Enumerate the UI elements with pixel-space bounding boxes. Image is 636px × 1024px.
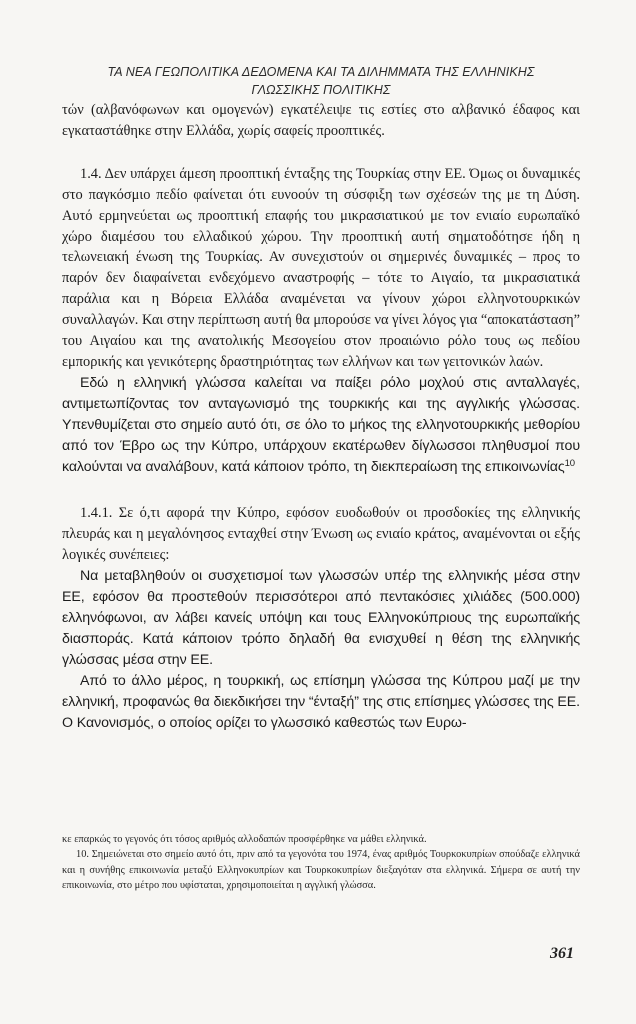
footnote-continuation: κε επαρκώς το γεγονός ότι τόσος αριθμός αλλοδαπών προσφέρθηκε να μάθει ελληνικά. <box>62 834 427 845</box>
page-number: 361 <box>550 945 574 962</box>
footnotes <box>62 832 580 893</box>
paragraph-continuation: τών (αλβανόφωνων και ομογενών) εγκατέλειψε τις εστίες στο αλβανικό έδαφος και εγκαταστάθηκε στην Ελλάδα, χωρίς σαφείς προοπτικές. <box>62 102 580 139</box>
footnote-reference[interactable]: 10 <box>564 457 575 469</box>
paragraph-consequence-1: Να μεταβληθούν οι συσχετισμοί των γλωσσών υπέρ της ελληνικής μέσα στην ΕΕ, εφόσον θα προστεθούν περισσότεροι από πεντακόσιες χιλιάδες (500.000) ελληνόφωνοι, αν λάβει κανείς υπόψη και τους Ελληνοκύπριους της ευρωπαϊκής διασποράς. Κατά κάποιον τρόπο δηλαδή θα ενισχυθεί η θέση της ελληνικής γλώσσας μέσα στην ΕΕ. <box>62 567 580 668</box>
running-head-line-1: ΤΑ ΝΕΑ ΓΕΩΠΟΛΙΤΙΚΑ ΔΕΔΟΜΕΝΑ ΚΑΙ ΤΑ ΔΙΛΗΜΜΑΤΑ ΤΗΣ ΕΛΛΗΝΙΚΗΣ <box>107 65 535 79</box>
paragraph-greek-language-role-text: Εδώ η ελληνική γλώσσα καλείται να παίξει ρόλο μοχλού στις ανταλλαγές, αντιμετωπίζοντας τον ανταγωνισμό της τουρκικής και της αγγλικής γλώσσας. Υπενθυμίζεται στο σημείο αυτό ότι, σε όλο το μήκος της ελληνοτουρκικής μεθορίου από τον Έβρο ως την Κύπρο, υπάρχουν εκατέρωθεν δίγλωσσοι πληθυσμοί που καλούνται να αναλάβουν, κατά κάποιον τρόπο, τη διεκπεραίωση της επικοινωνίας <box>62 374 580 475</box>
running-head <box>62 63 580 99</box>
footnote-10: 10. Σημειώνεται στο σημείο αυτό ότι, πριν από τα γεγονότα του 1974, ένας αριθμός Τουρκοκυπρίων σπούδαζε ελληνικά και η συνήθης επικοινωνία μεταξύ Ελληνοκυπρίων και Τουρκοκυπρίων διεξαγόταν στα ελληνικά. Σήμερα σε αυτή την επικοινωνία, στο μέτρο που υφίσταται, χρησιμοποιείται η αγγλική γλώσσα. <box>62 849 580 891</box>
page-body <box>62 63 580 734</box>
paragraph-consequence-2: Από το άλλο μέρος, η τουρκική, ως επίσημη γλώσσα της Κύπρου μαζί με την ελληνική, προφανώς θα διεκδικήσει την “ένταξή” της στις επίσημες γλώσσες της ΕΕ. Ο Κανονισμός, ο οποίος ορίζει το γλωσσικό καθεστώς των Ευρω- <box>62 672 580 731</box>
paragraph-greek-language-role <box>62 373 580 478</box>
running-head-line-2: ΓΛΩΣΣΙΚΗΣ ΠΟΛΙΤΙΚΗΣ <box>251 83 391 97</box>
paragraph-section-1-4-1: 1.4.1. Σε ό,τι αφορά την Κύπρο, εφόσον ευοδωθούν οι προσδοκίες της ελληνικής πλευράς και η μεγαλόνησος ενταχθεί στην Ένωση ως ενιαίο κράτος, αναμένονται οι εξής λογικές συνέπειες: <box>62 504 580 563</box>
paragraph-section-1-4: 1.4. Δεν υπάρχει άμεση προοπτική ένταξης της Τουρκίας στην ΕΕ. Όμως οι δυναμικές στο παγκόσμιο πεδίο φαίνεται ότι ευνοούν τη σύσφιξη των σχέσεών της με τη Δύση. Αυτό ερμηνεύεται ως προοπτική επαφής του μικρασιατικού με τον ενιαίο ευρωπαϊκό χώρο διαμέσου του ελλαδικού χώρου. Την προοπτική αυτή σηματοδότησε ήδη η τελωνειακή ένωση της Τουρκίας. Αν συνεχιστούν οι σημερινές δυναμικές – προς το παρόν δεν διαφαίνεται ενδεχόμενο αναστροφής – τότε το Αιγαίο, τα μικρασιατικά παράλια και η Βόρεια Ελλάδα αναμένεται να γίνουν χώροι ελληνοτουρκικών συναλλαγών. Και στην περίπτωση αυτή θα μπορούσε να γίνει λόγος για “αποκατάσταση” του Αιγαίου και της ανατολικής Μεσογείου στον προαιώνιο ρόλο τους ως πεδίου εμπορικής και γενικότερης δραστηριότητας των ελλήνων και των γειτονικών λαών. <box>62 165 580 370</box>
